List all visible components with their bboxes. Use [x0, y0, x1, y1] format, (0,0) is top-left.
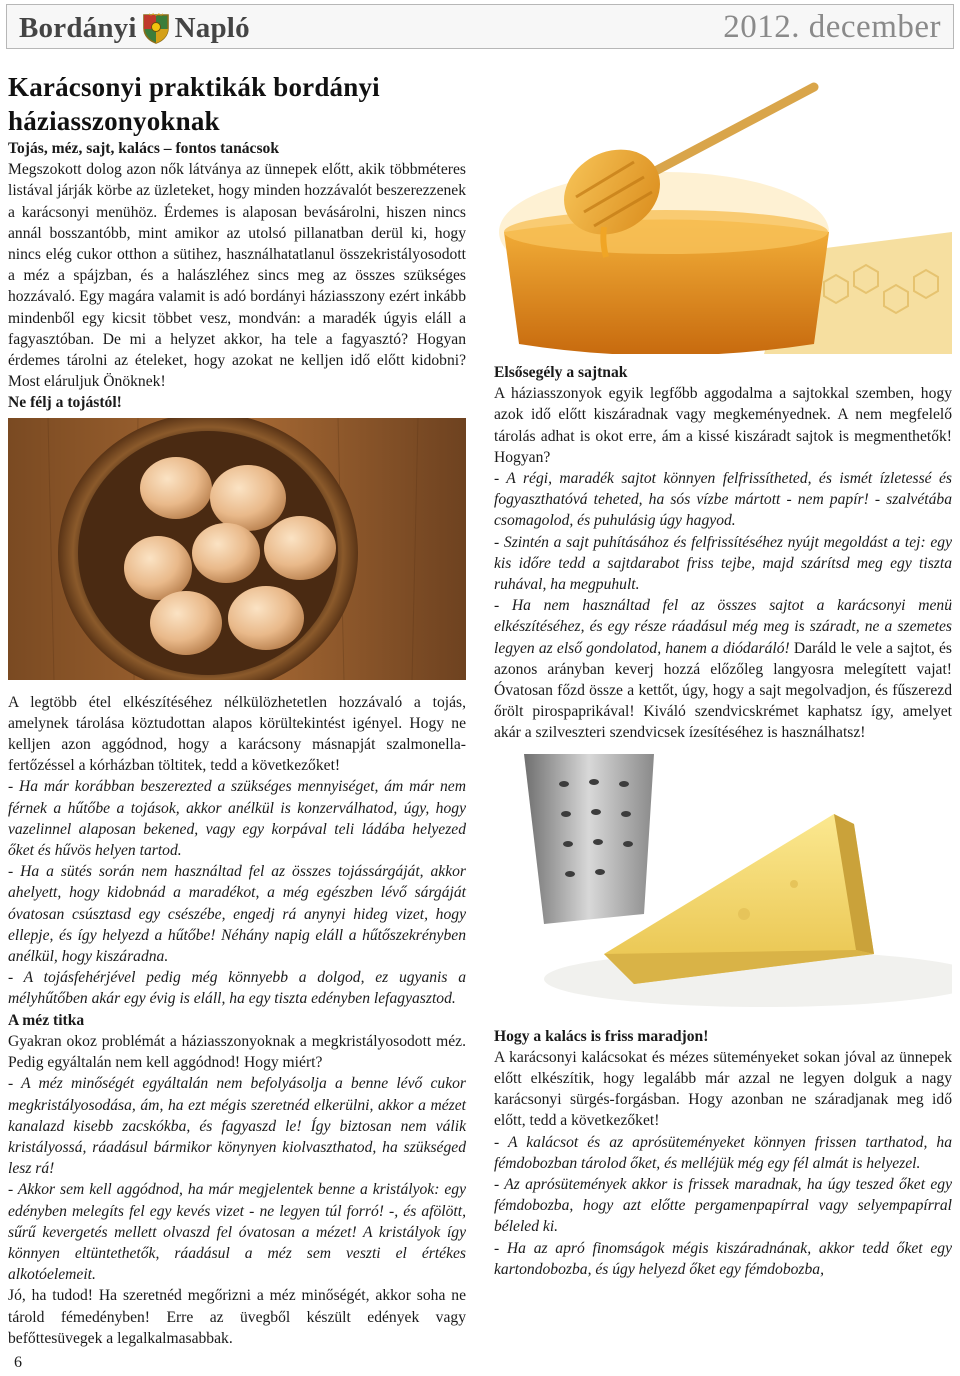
honey-tip-2: - Akkor sem kell aggódnod, ha már megjelentek benne a kristályok: egy edényben melegíts fel egy kevés vizet - ne legyen túl forró! -, és afölött, sűrű kevergetés mellett olvaszd fel óvatosan a mézet! A kristályok így könnyen eltüntethetők, ráadásul a méz sem veszti el értékes alkotóelemeit. — [8, 1181, 466, 1284]
eggs-in-bowl-photo — [8, 418, 466, 680]
cheese-tip-1: - A régi, maradék sajtot könnyen felfrissítheted, és ismét ízletessé és fogyaszthatóvá teheted, ha sós vízbe mártott - nem papír! - szalvétába csomagolod, és puhulásig úgy hagyod. — [494, 470, 952, 530]
cheese-tip-2: - Szintén a sajt puhításához és felfrissítéséhez nyújt megoldást a tej: egy kis időre tedd a sajtdarabot friss tejbe, majd szárítsd meg egy tiszta ruhával, ha megpuhult. — [494, 533, 952, 594]
honey-heading: A méz titka — [8, 1011, 85, 1029]
eggs-tip-2: - Ha a sütés során nem használtad fel az összes tojássárgáját, akkor ahelyett, hogy kidobnád a maradékot, a még egészben lévő sárgáját óvatosan csúsztasd egy csészébe, engedj rá anynyi hideg vizet, hogy ellepje, és így helyezd a hűtőbe! Néhány napig eláll a hűtőszekrényben anélkül, hogy kiszáradna. — [8, 863, 466, 966]
article-title: Karácsonyi praktikák bordányi háziasszonyoknak — [8, 72, 380, 136]
intro-paragraph: Megszokott dolog azon nők látványa az ünnepek előtt, akik többméteres listával járják körbe az üzleteket, hogy minden hozzávalót beszerezzenek a karácsonyi menühöz. Érdemes is alaposan bevásárolni, hiszen nincs annál bosszantóbb, mint amikor az utolsó pillanatban derül ki, hogy nincs elég cukor otthon a sütihez, használhatatlanul összekristályosodott a méz a spájzban, és a halászléhez sincs meg az összes szükséges hozzávaló. Egy magára valamit is adó bordányi háziasszony ezért inkább mindenből egy kicsit többet vesz, mondván: a maradék úgyis eláll a fagyasztóban. De mi a helyzet akkor, ha tele a fagyasztó? Hogyan érdemes tárolni az ételeket, hogy azokat ne kelljen idő előtt kidobni? Most eláruljuk Önöknek! — [8, 161, 466, 391]
eggs-tip-1: - Ha már korábban beszerezted a szükséges mennyiséget, ám már nem férnek a hűtőbe a tojások, akkor anélkül is konzerválhatod, úgy, hogy vazelinnel alaposan bekened, vagy egy korpával teli ládába helyezed őket és hűvös helyen tartod. — [8, 778, 466, 860]
left-column — [8, 70, 466, 1349]
honey-tip-1: - A méz minőségét egyáltalán nem befolyásolja a benne lévő cukor megkristályosodása, ám, ha ezt mégis szeretnéd elkerülni, akkor a mézet kanalazd kisebb zacskókba, és fagyaszd le! Így biztosan nem válik kristályossá, ráadásul bármikor könynyen kiolvaszthatod, ha szükséged lesz rá! — [8, 1075, 466, 1178]
article-subtitle: Tojás, méz, sajt, kalács – fontos tanácsok — [8, 140, 280, 157]
honey-intro: Gyakran okoz problémát a háziasszonyoknak a megkristályosodott méz. Pedig egyáltalán nem kell aggódnod! Hogy miért? — [8, 1032, 466, 1072]
cheese-tip-3-body: Daráld le vele a sajtot, és azonos arányban keverj hozzá előzőleg langyosra melegített vajat! Óvatosan főzd össze a kettőt, úgy, hogy a sajt megolvadjon, és fűszerezd őrölt pirospaprikával! Kiváló szendvicskrémet kaphatsz így, amelyet akár a szilveszteri szendvicsek ízesítéséhez is használhatsz! — [494, 639, 952, 742]
honey-tip-3-lead: Jó, ha tudod! — [8, 1287, 93, 1305]
honey-dipper-photo — [494, 82, 952, 354]
cheese-intro: A háziasszonyok egyik legfőbb aggodalma a sajtokkal szemben, hogy azok idő előtt kiszáradnak vagy megkeményednek. A nem megfelelő tárolás adhat is okot erre, ám a kissé kiszáradt sajtok is megmenthetők! Hogyan? — [494, 385, 952, 466]
cake-tip-2: - Az aprósütemények akkor is frissek maradnak, ha úgy teszed őket egy fémdobozba, hogy azt előtte pergamenpapírral vagy selyempapírral béleled ki. — [494, 1176, 952, 1236]
brand-word-1: Bordányi — [19, 11, 137, 44]
cheese-heading: Elsősegély a sajtnak — [494, 364, 628, 381]
right-column — [494, 76, 952, 1280]
cheese-and-grater-photo — [494, 754, 952, 1016]
cake-tip-3: - Ha az apró finomságok mégis kiszáradnának, akkor tedd őket egy kartondobozba, és úgy helyezd őket egy fémdobozba, — [494, 1239, 952, 1278]
page-number: 6 — [14, 1354, 22, 1371]
eggs-tip-3: - A tojásfehérjével pedig még könnyebb a dolgod, ez ugyanis a mélyhűtőben akár egy évig is eláll, ha egy tiszta edényben lefagyasztod. — [8, 969, 466, 1008]
cheese-tip-3 — [494, 595, 952, 743]
newspaper-logo — [19, 11, 250, 45]
eggs-intro: A legtöbb étel elkészítéséhez nélkülözhetetlen hozzávaló a tojás, amelynek tárolása köztudottan alapos körültekintést igényel. Hogy ne kelljen azon aggódnod, hogy a karácsony másnapját szalmonella-fertőzéssel a kórházban töltitek, tedd a következőket! — [8, 693, 466, 775]
cheese-tip-3-italic: - Ha nem használtad fel az összes sajtot a karácsonyi menü elkészítéséhez, és egy része ráadásul még meg is száradt, ne a szemetes legyen az első gondolatod, hanem a diódaráló! — [494, 597, 952, 657]
coat-of-arms-icon — [141, 12, 171, 44]
brand-word-2: Napló — [174, 11, 250, 44]
cake-heading: Hogy a kalács is friss maradjon! — [494, 1027, 709, 1045]
honey-tip-3-body: Ha szeretnéd megőrizni a méz minőségét, akkor soha ne tárold fémedényben! Erre az üvegből készült edények vagy befőttesüvegek a legalkalmasabbak. — [8, 1287, 466, 1347]
masthead — [6, 4, 954, 49]
cake-intro: A karácsonyi kalácsokat és mézes süteményeket sokan jóval az ünnepek előtt elkészítik, hogy legalább már azzal ne legyen dolguk a nagy karácsonyi sürgés-forgásban. Hogy azonban ne száradjanak meg idő előtt, tedd a következőket! — [494, 1048, 952, 1130]
honey-tip-3 — [8, 1285, 466, 1349]
eggs-heading: Ne félj a tojástól! — [8, 394, 122, 412]
cake-tip-1: - A kalácsot és az aprósüteményeket könnyen frissen tarthatod, ha fémdobozban tárolod őket, és melléjük még egy fél almát is helyezel. — [494, 1133, 952, 1172]
issue-date: 2012. december — [723, 9, 941, 45]
